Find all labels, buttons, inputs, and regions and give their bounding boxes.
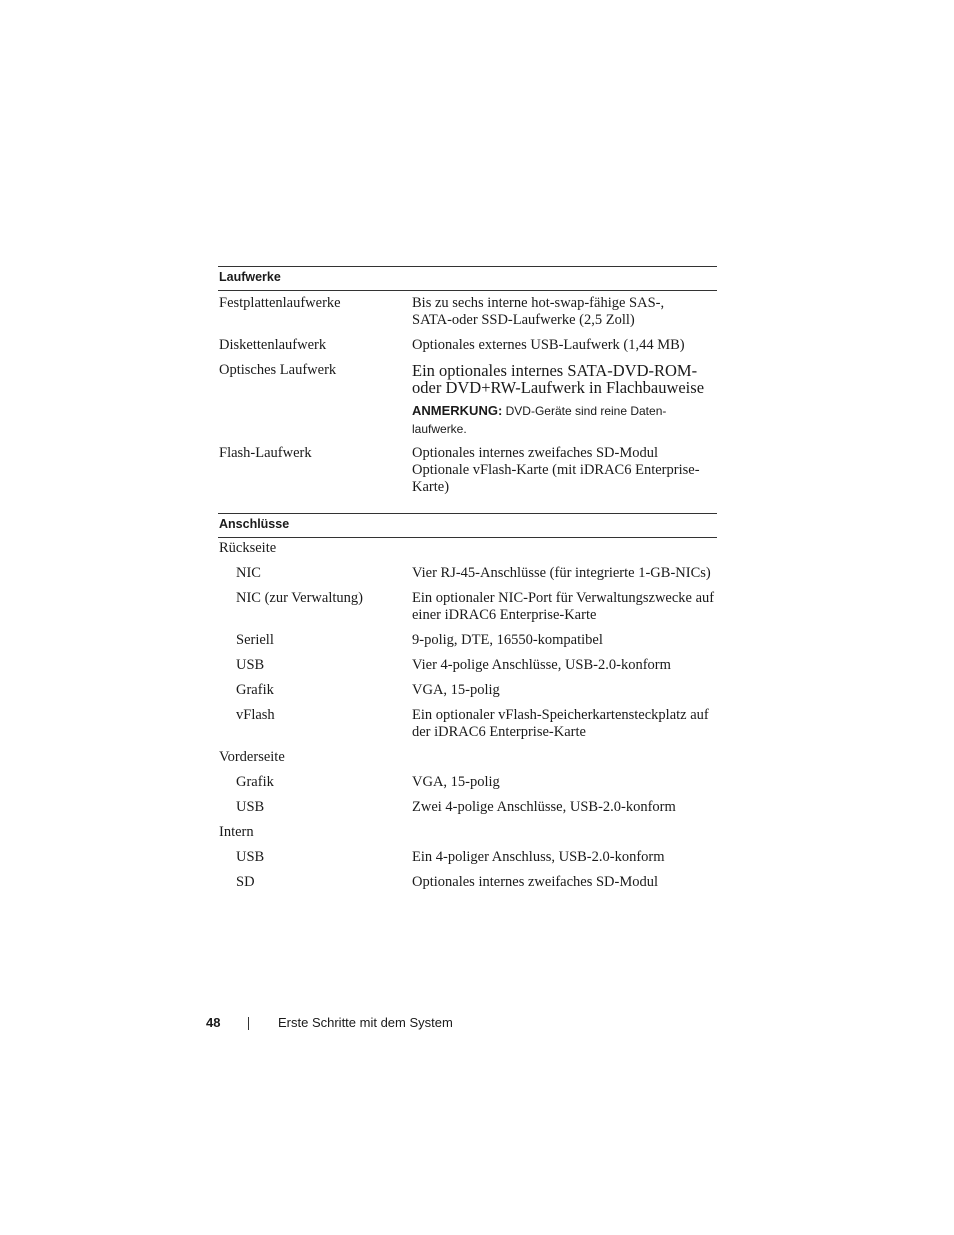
- spec-value: 9-polig, DTE, 16550-kompatibel: [412, 632, 603, 648]
- spec-value: Bis zu sechs interne hot-swap-fähige SAS-, SATA-oder SSD-Laufwerke (2,5 Zoll): [412, 295, 665, 328]
- spec-value: Ein optionales internes SATA-DVD-ROM- oder DVD+RW-Laufwerk in Flachbauweise: [412, 361, 705, 397]
- spec-label: NIC: [236, 565, 261, 581]
- spec-label: Flash-Laufwerk: [219, 445, 312, 461]
- spec-row: [218, 849, 717, 874]
- spec-row: [218, 707, 717, 749]
- spec-row: [218, 799, 717, 824]
- spec-value: Ein optionaler vFlash-Speicherkartensteckplatz auf der iDRAC6 Enterprise-Karte: [412, 707, 709, 740]
- spec-label: Seriell: [236, 632, 274, 648]
- group-label: Vorderseite: [219, 749, 285, 765]
- spec-value: VGA, 15-polig: [412, 774, 500, 790]
- spec-row: [218, 295, 717, 337]
- spec-row: [218, 774, 717, 799]
- note-label: ANMERKUNG:: [412, 403, 503, 418]
- group-label-row: [218, 540, 717, 565]
- footer-divider: [248, 1017, 249, 1030]
- spec-value: Vier RJ-45-Anschlüsse (für integrierte 1-GB-NICs): [412, 565, 711, 581]
- spec-label: USB: [236, 657, 265, 673]
- spec-label: Diskettenlaufwerk: [219, 337, 327, 353]
- spec-value: Vier 4-polige Anschlüsse, USB-2.0-konform: [412, 657, 671, 673]
- page-number: 48: [206, 1015, 221, 1030]
- spec-row: [218, 590, 717, 632]
- group-label: Intern: [219, 824, 254, 840]
- spec-value: Ein optionaler NIC-Port für Verwaltungszwecke auf einer iDRAC6 Enterprise-Karte: [412, 590, 715, 623]
- spec-row: [218, 632, 717, 657]
- spec-value: Zwei 4-polige Anschlüsse, USB-2.0-konform: [412, 799, 676, 815]
- note-box: [412, 402, 717, 445]
- section-heading: Laufwerke: [218, 266, 717, 291]
- spec-value: VGA, 15-polig: [412, 682, 500, 698]
- spec-label: USB: [236, 799, 265, 815]
- note-text: laufwerke.: [412, 422, 467, 436]
- spec-row: [218, 445, 717, 506]
- spec-value: Optionales internes zweifaches SD-Modul Optionale vFlash-Karte (mit iDRAC6 Enterprise- Karte): [412, 445, 700, 495]
- spec-label: SD: [236, 874, 255, 890]
- group-label: Rückseite: [219, 540, 277, 556]
- spec-value: Ein 4-poliger Anschluss, USB-2.0-konform: [412, 849, 665, 865]
- spec-label: Optisches Laufwerk: [219, 362, 337, 378]
- section-heading: Anschlüsse: [218, 513, 717, 538]
- spec-value: Optionales externes USB-Laufwerk (1,44 MB): [412, 337, 685, 353]
- spec-label: NIC (zur Verwaltung): [236, 590, 363, 606]
- spec-row: [218, 874, 717, 899]
- section-laufwerke: [218, 266, 717, 506]
- spec-row: [218, 657, 717, 682]
- group-label-row: [218, 824, 717, 849]
- spec-label: vFlash: [236, 707, 275, 723]
- spec-label: Grafik: [236, 774, 274, 790]
- spec-label: USB: [236, 849, 265, 865]
- spec-label: Grafik: [236, 682, 274, 698]
- spec-row: [218, 565, 717, 590]
- spec-value: Optionales internes zweifaches SD-Modul: [412, 874, 659, 890]
- group-label-row: [218, 749, 717, 774]
- footer-title: Erste Schritte mit dem System: [278, 1015, 453, 1030]
- note-text: DVD-Geräte sind reine Daten-: [505, 404, 667, 418]
- spec-row: [218, 337, 717, 362]
- spec-row: [218, 682, 717, 707]
- section-anschluesse: [218, 513, 717, 899]
- spec-row: [218, 362, 717, 402]
- spec-label: Festplattenlaufwerke: [219, 295, 341, 311]
